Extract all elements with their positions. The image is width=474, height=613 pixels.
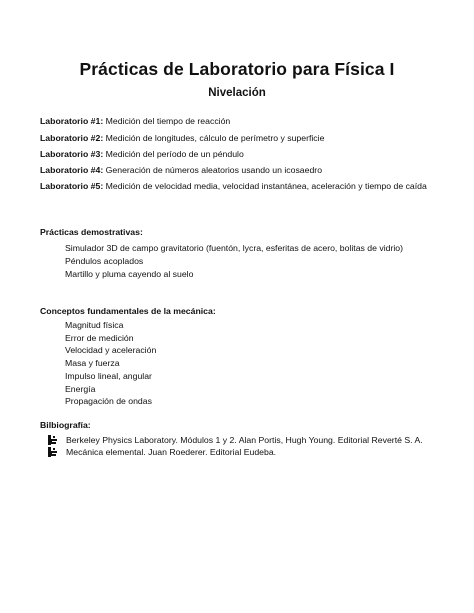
lab-item-5 [40,180,427,192]
lab-item-1 [40,115,230,127]
lab-label: Laboratorio #2: [40,133,104,143]
lab-item-2 [40,132,324,144]
bibliografia-heading: Bilbiografía: [40,420,91,430]
conceptos-heading: Conceptos fundamentales de la mecánica: [40,306,216,316]
bibliografia-item [46,446,276,458]
document-subtitle: Nivelación [208,87,266,99]
lab-item-4 [40,164,322,176]
lab-item-3 [40,148,244,160]
concepto-item: Masa y fuerza [65,358,120,368]
concepto-item: Velocidad y aceleración [65,345,157,355]
document-title: Prácticas de Laboratorio para Física I [79,59,395,79]
bibliografia-text: Mecánica elemental. Juan Roederer. Editorial Eudeba. [66,447,277,457]
pointing-hand-icon [46,446,60,458]
demostrativa-item: Martillo y pluma cayendo al suelo [65,269,194,279]
pointing-hand-icon [46,434,60,446]
demostrativa-item: Péndulos acoplados [65,256,144,266]
demostrativas-heading: Prácticas demostrativas: [40,227,143,237]
lab-text: Medición de velocidad media, velocidad instantánea, aceleración y tiempo de caída [103,181,427,191]
lab-label: Laboratorio #3: [40,149,104,159]
concepto-item: Impulso lineal, angular [65,371,152,381]
bibliografia-item [46,434,423,446]
lab-label: Laboratorio #4: [40,165,104,175]
concepto-item: Propagación de ondas [65,396,152,406]
concepto-item: Error de medición [65,333,134,343]
concepto-item: Magnitud física [65,320,124,330]
bibliografia-text: Berkeley Physics Laboratory. Módulos 1 y 2. Alan Portis, Hugh Young. Editorial Reverté S. A. [66,435,423,445]
lab-label: Laboratorio #1: [40,116,104,126]
lab-text: Medición de longitudes, cálculo de perímetro y superficie [103,133,325,143]
concepto-item: Energía [65,384,96,394]
lab-text: Medición del período de un péndulo [103,149,244,159]
lab-label: Laboratorio #5: [40,181,104,191]
lab-text: Generación de números aleatorios usando un icosaedro [103,165,323,175]
demostrativa-item: Simulador 3D de campo gravitatorio (fuentón, lycra, esferitas de acero, bolitas de vidrio) [65,243,404,253]
lab-text: Medición del tiempo de reacción [103,116,231,126]
